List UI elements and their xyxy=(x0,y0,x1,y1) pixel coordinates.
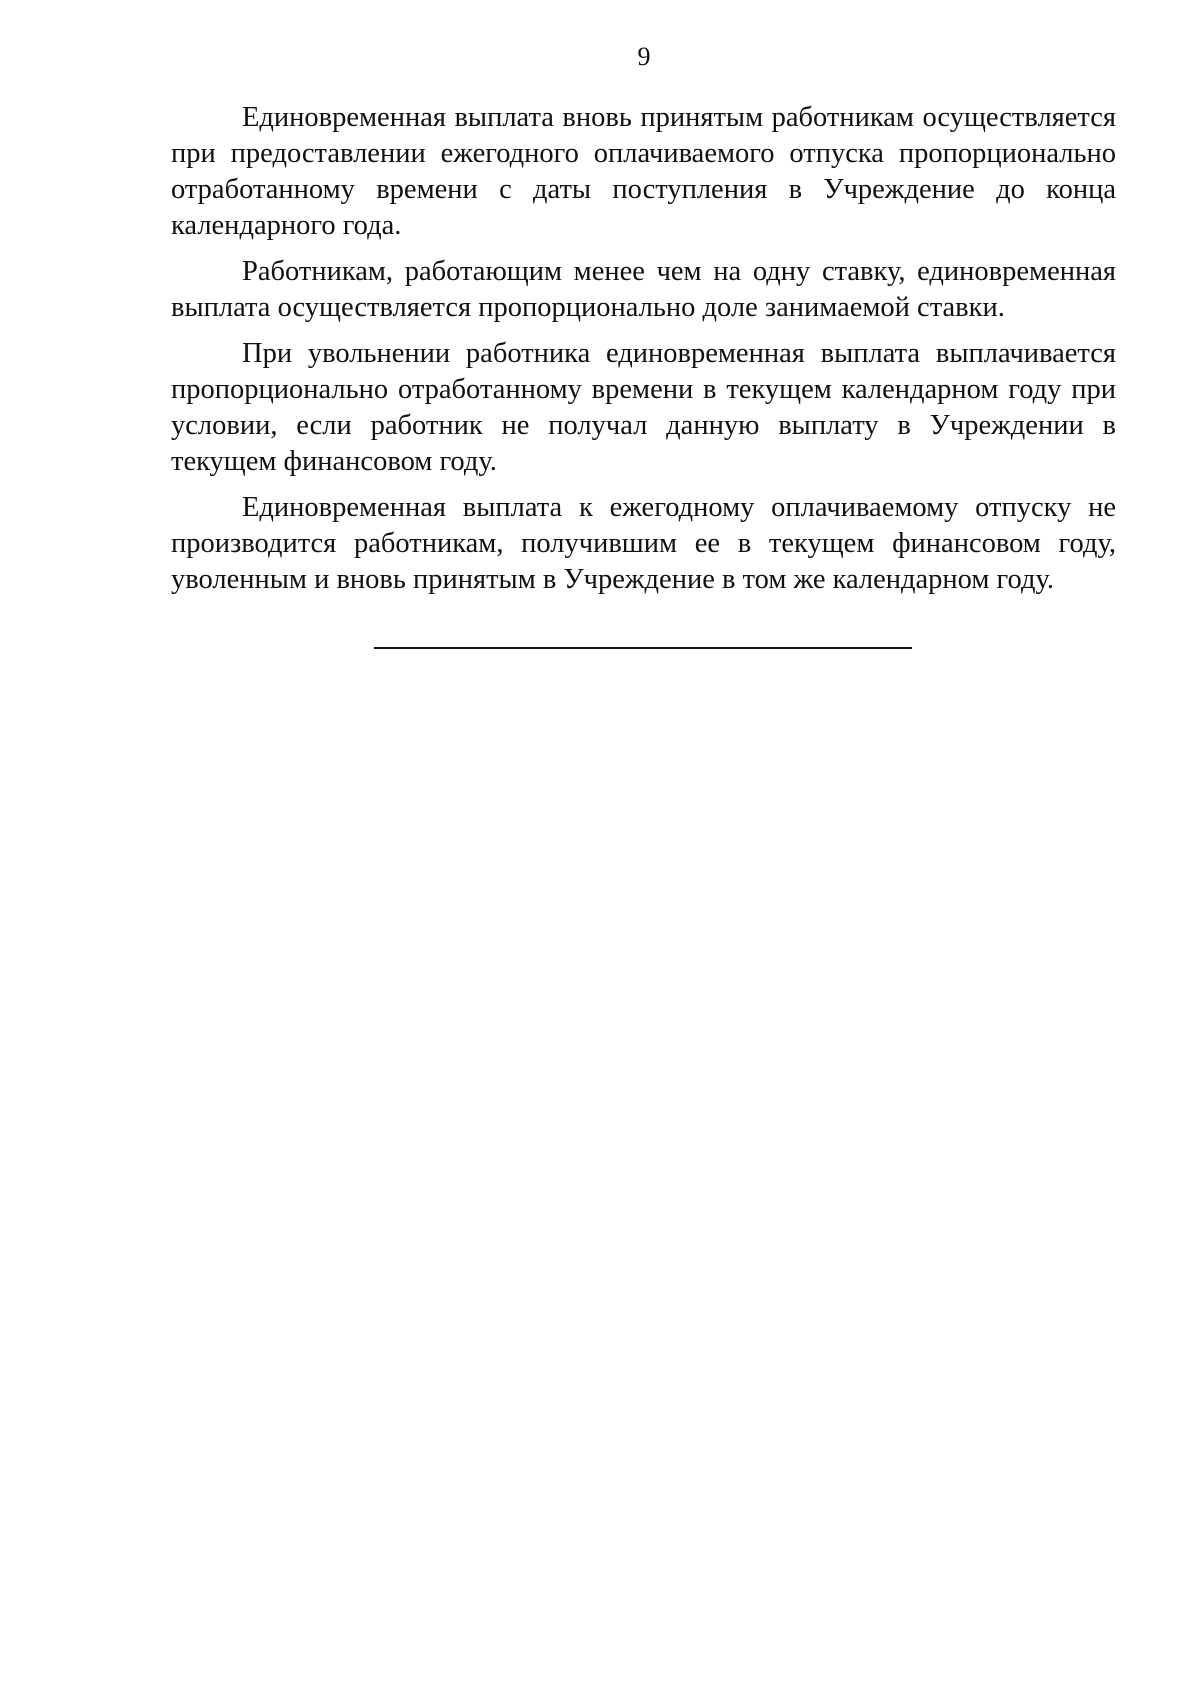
document-body xyxy=(171,100,1116,608)
page-number: 9 xyxy=(637,42,651,71)
paragraph-part-time-workers: Работникам, работающим менее чем на одну ставку, единовременная выплата осуществляется пропорционально доле занимаемой ставки. xyxy=(171,256,1116,323)
end-of-document-rule xyxy=(374,647,912,649)
paragraph-dismissal: При увольнении работника единовременная выплата выплачивается пропорционально отработанному времени в текущем календарном году при условии, если работник не получал данную выплату в Учреждении в текущем финансовом году. xyxy=(171,338,1116,477)
paragraph-exclusions: Единовременная выплата к ежегодному оплачиваемому отпуску не производится работникам, получившим ее в текущем финансовом году, уволенным и вновь принятым в Учреждение в том же календарном году. xyxy=(171,492,1116,595)
paragraph-one-time-payment-new-hires: Единовременная выплата вновь принятым работникам осуществляется при предоставлении ежегодного оплачиваемого отпуска пропорционально отработанному времени с даты поступления в Учреждение до конца календарного года. xyxy=(171,102,1116,241)
